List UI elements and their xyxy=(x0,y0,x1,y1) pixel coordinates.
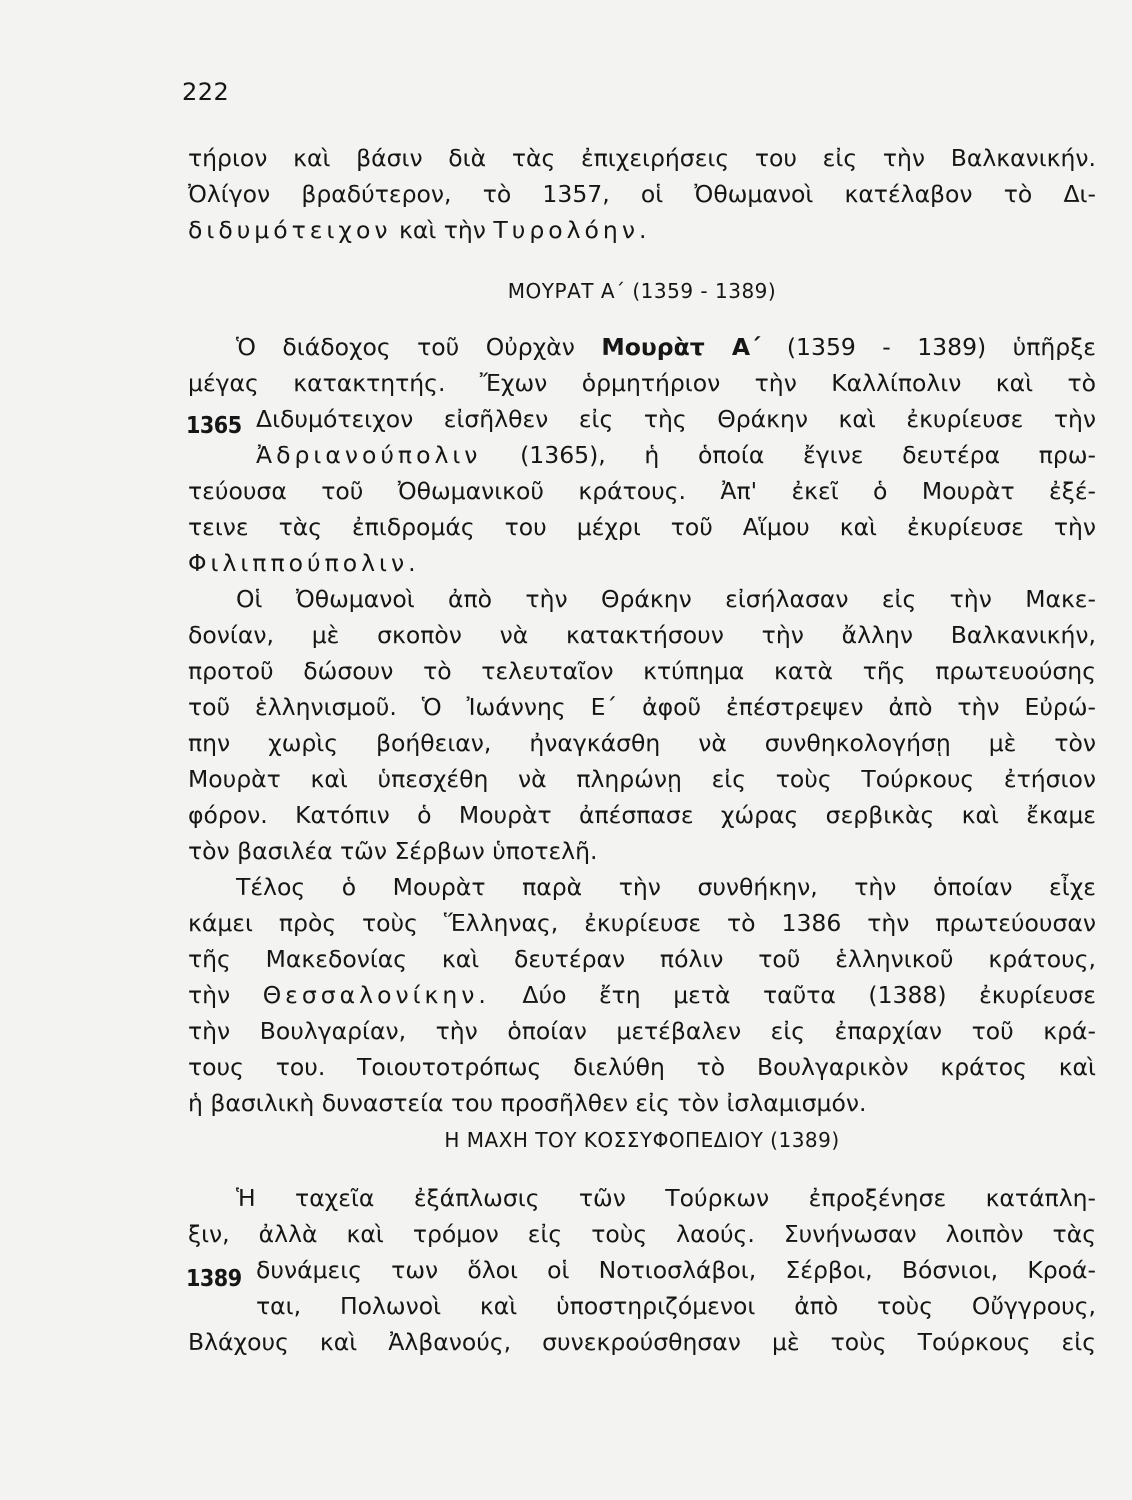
text-line: φόρον. Κατόπιν ὁ Μουρὰτ ἀπέσπασε χώρας σερβικὰς καὶ ἔκαμε xyxy=(188,801,1096,829)
margin-year: 1365 xyxy=(186,413,242,439)
text-run: (1359 - 1389) ὑπῆρξε xyxy=(760,333,1096,361)
text-line: τὴν Βουλγαρίαν, τὴν ὁποίαν μετέβαλεν εἰς ἐπαρχίαν τοῦ κρά- xyxy=(188,1017,1096,1045)
text-line xyxy=(236,329,1096,365)
text-line xyxy=(188,212,1096,248)
spaced-word: Ἀδριανούπολιν xyxy=(256,441,482,469)
text-line: Διδυμότειχον εἰσῆλθεν εἰς τὴς Θράκην καὶ ἐκυρίευσε τὴν xyxy=(256,405,1096,433)
text-line: πην χωρὶς βοήθειαν, ἠναγκάσθη νὰ συνθηκολογήσῃ μὲ τὸν xyxy=(188,729,1096,757)
text-line: μέγας κατακτητής. Ἔχων ὁρμητήριον τὴν Καλλίπολιν καὶ τὸ xyxy=(188,369,1096,397)
text-run: Ὁ διάδοχος τοῦ Οὐρχὰν xyxy=(236,333,602,361)
text-line: τους του. Τοιουτοτρόπως διελύθη τὸ Βουλγαρικὸν κράτος καὶ xyxy=(188,1053,1096,1081)
text-run: (1365), ἡ ὁποία ἔγινε δευτέρα πρω- xyxy=(481,441,1096,469)
margin-year: 1389 xyxy=(186,1266,242,1292)
text-line xyxy=(188,977,1096,1013)
text-line: Οἱ Ὀθωμανοὶ ἀπὸ τὴν Θράκην εἰσήλασαν εἰς τὴν Μακε- xyxy=(236,585,1096,613)
text-line: Ἡ ταχεῖα ἐξάπλωσις τῶν Τούρκων ἐπροξένησε κατάπλη- xyxy=(236,1184,1096,1212)
spaced-word: Φιλιππούπολιν. xyxy=(188,549,420,577)
text-line: Βλάχους καὶ Ἀλβανούς, συνεκρούσθησαν μὲ τοὺς Τούρκους εἰς xyxy=(188,1328,1096,1356)
section-heading: ΜΟΥΡΑΤ Α΄ (1359 - 1389) xyxy=(507,279,777,303)
text-line: προτοῦ δώσουν τὸ τελευταῖον κτύπημα κατὰ τῆς πρωτευούσης xyxy=(188,657,1096,685)
text-line: ται, Πολωνοὶ καὶ ὑποστηριζόμενοι ἀπὸ τοὺς Οὔγγρους, xyxy=(256,1292,1096,1320)
spaced-word: Τυρολόην. xyxy=(493,216,651,244)
text-line xyxy=(256,437,1096,473)
text-run: καὶ τὴν xyxy=(391,216,494,244)
text-line: δυνάμεις των ὅλοι οἱ Νοτιοσλάβοι, Σέρβοι, Βόσνιοι, Κροά- xyxy=(256,1256,1096,1284)
spaced-word: διδυμότειχον xyxy=(188,216,392,244)
text-line: τεύουσα τοῦ Ὀθωμανικοῦ κράτους. Ἀπ' ἐκεῖ ὁ Μουρὰτ ἐξέ- xyxy=(188,477,1096,505)
text-line xyxy=(188,545,1096,581)
text-line: δονίαν, μὲ σκοπὸν νὰ κατακτήσουν τὴν ἄλλην Βαλκανικήν, xyxy=(188,621,1096,649)
text-run: τὴν xyxy=(188,981,263,1009)
text-line: ἡ βασιλικὴ δυναστεία του προσῆλθεν εἰς τὸν ἰσλαμισμόν. xyxy=(188,1089,867,1117)
bold-name: Μουρὰτ Α΄ xyxy=(601,333,761,361)
text-run: Δύο ἔτη μετὰ ταῦτα (1388) ἐκυρίευσε xyxy=(489,981,1096,1009)
text-line: ξιν, ἀλλὰ καὶ τρόμον εἰς τοὺς λαούς. Συνήνωσαν λοιπὸν τὰς xyxy=(188,1220,1096,1248)
text-line: κάμει πρὸς τοὺς Ἕλληνας, ἐκυρίευσε τὸ 1386 τὴν πρωτεύουσαν xyxy=(188,909,1096,937)
section-heading: Η ΜΑΧΗ ΤΟΥ ΚΟΣΣΥΦΟΠΕΔΙΟΥ (1389) xyxy=(444,1128,840,1152)
text-line: τὸν βασιλέα τῶν Σέρβων ὑποτελῆ. xyxy=(188,837,598,865)
page-number: 222 xyxy=(182,78,230,106)
text-line: Ὀλίγον βραδύτερον, τὸ 1357, οἱ Ὀθωμανοὶ κατέλαβον τὸ Δι- xyxy=(188,180,1096,208)
text-line: τεινε τὰς ἐπιδρομάς του μέχρι τοῦ Αἵμου καὶ ἐκυρίευσε τὴν xyxy=(188,513,1096,541)
text-line: τῆς Μακεδονίας καὶ δευτέραν πόλιν τοῦ ἑλληνικοῦ κράτους, xyxy=(188,945,1096,973)
spaced-word: Θεσσαλονίκην. xyxy=(262,981,490,1009)
text-line: Μουρὰτ καὶ ὑπεσχέθη νὰ πληρώνῃ εἰς τοὺς Τούρκους ἐτήσιον xyxy=(188,765,1096,793)
text-line: τοῦ ἑλληνισμοῦ. Ὁ Ἰωάννης Ε΄ ἀφοῦ ἐπέστρεψεν ἀπὸ τὴν Εὐρώ- xyxy=(188,693,1096,721)
text-line: τήριον καὶ βάσιν διὰ τὰς ἐπιχειρήσεις του εἰς τὴν Βαλκανικήν. xyxy=(188,144,1096,172)
text-line: Τέλος ὁ Μουρὰτ παρὰ τὴν συνθήκην, τὴν ὁποίαν εἶχε xyxy=(236,873,1096,901)
